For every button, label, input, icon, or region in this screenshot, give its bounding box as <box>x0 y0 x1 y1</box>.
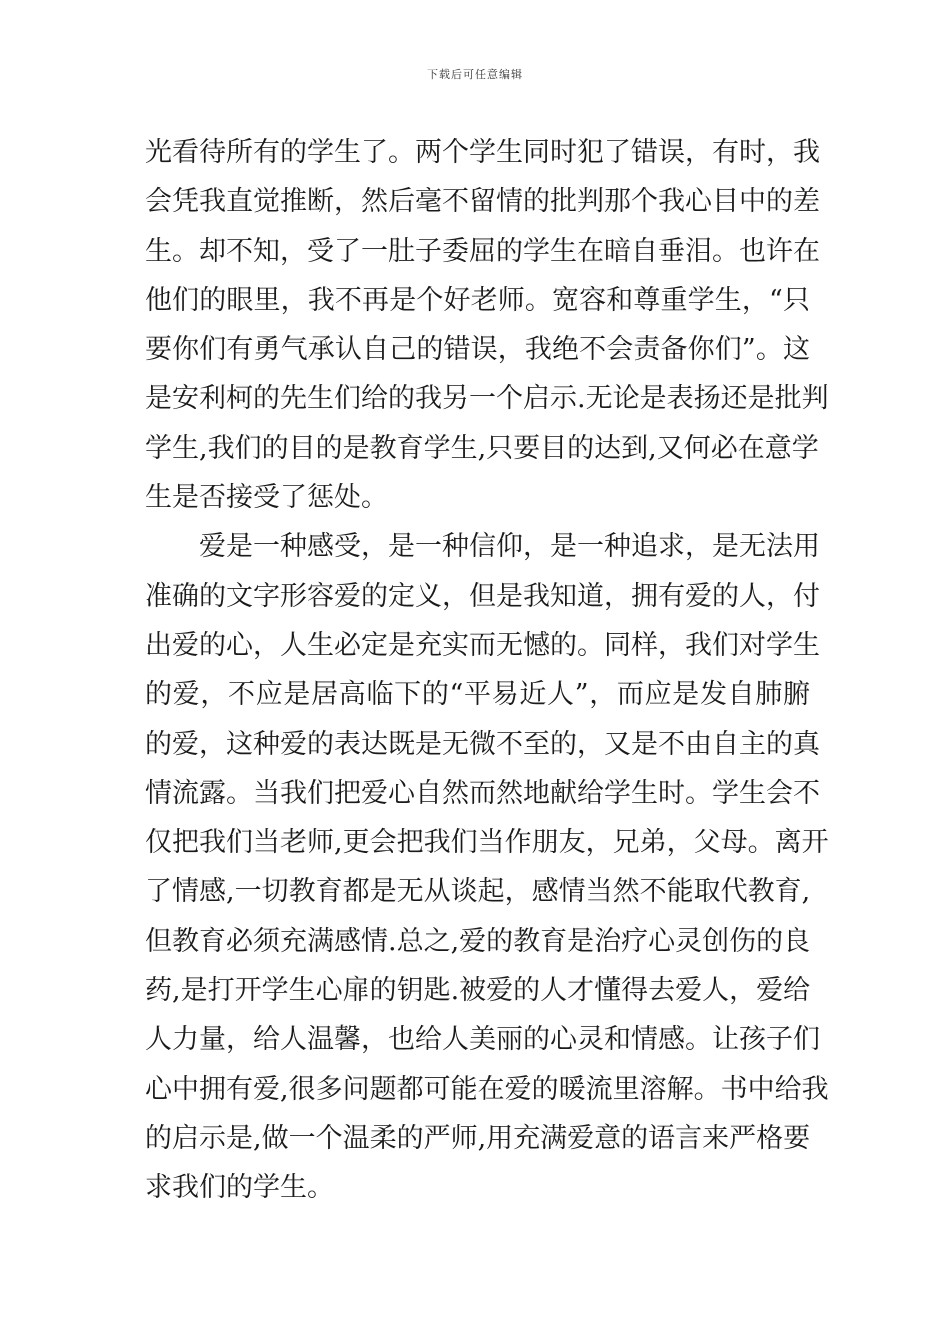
text-line: 的启示是,做一个温柔的严师,用充满爱意的语言来严格要 <box>145 1122 811 1154</box>
paragraph-2 <box>145 522 829 1212</box>
paragraph-1 <box>145 128 829 522</box>
text-line: 是安利柯的先生们给的我另一个启示.无论是表扬还是批判 <box>145 383 829 415</box>
text-line: 生。却不知，受了一肚子委屈的学生在暗自垂泪。也许在 <box>145 235 820 267</box>
text-line: 药,是打开学生心扉的钥匙.被爱的人才懂得去爱人，爱给 <box>145 975 811 1007</box>
text-line: 出爱的心，人生必定是充实而无憾的。同样，我们对学生 <box>145 629 820 661</box>
text-line: 但教育必须充满感情.总之,爱的教育是治疗心灵创伤的良 <box>145 925 811 957</box>
text-line: 心中拥有爱,很多问题都可能在爱的暖流里溶解。书中给我 <box>145 1073 829 1105</box>
text-line: 仅把我们当老师,更会把我们当作朋友，兄弟，父母。离开 <box>145 827 829 859</box>
text-line: 光看待所有的学生了。两个学生同时犯了错误，有时，我 <box>145 137 820 168</box>
text-line: 爱是一种感受，是一种信仰，是一种追求，是无法用 <box>199 531 820 563</box>
text-line: 生是否接受了惩处。 <box>145 482 388 514</box>
text-line: 他们的眼里，我不再是个好老师。宽容和尊重学生，“只 <box>145 284 810 316</box>
page-header: 下载后可任意编辑 <box>427 68 523 81</box>
text-line: 了情感,一切教育都是无从谈起，感情当然不能取代教育, <box>145 876 811 908</box>
text-line: 要你们有勇气承认自己的错误，我绝不会责备你们”。这 <box>145 334 810 366</box>
text-line: 情流露。当我们把爱心自然而然地献给学生时。学生会不 <box>145 777 820 809</box>
text-line: 会凭我直觉推断，然后毫不留情的批判那个我心目中的差 <box>145 186 820 218</box>
text-line: 人力量，给人温馨，也给人美丽的心灵和情感。让孩子们 <box>145 1024 820 1056</box>
text-line: 求我们的学生。 <box>145 1172 334 1204</box>
text-line: 的爱，这种爱的表达既是无微不至的，又是不由自主的真 <box>145 728 820 760</box>
text-line: 的爱，不应是居高临下的“平易近人”，而应是发自肺腑 <box>145 679 810 711</box>
text-line: 学生,我们的目的是教育学生,只要目的达到,又何必在意学 <box>145 432 819 464</box>
body-text <box>145 128 829 1213</box>
text-line: 准确的文字形容爱的定义，但是我知道，拥有爱的人，付 <box>145 580 820 612</box>
